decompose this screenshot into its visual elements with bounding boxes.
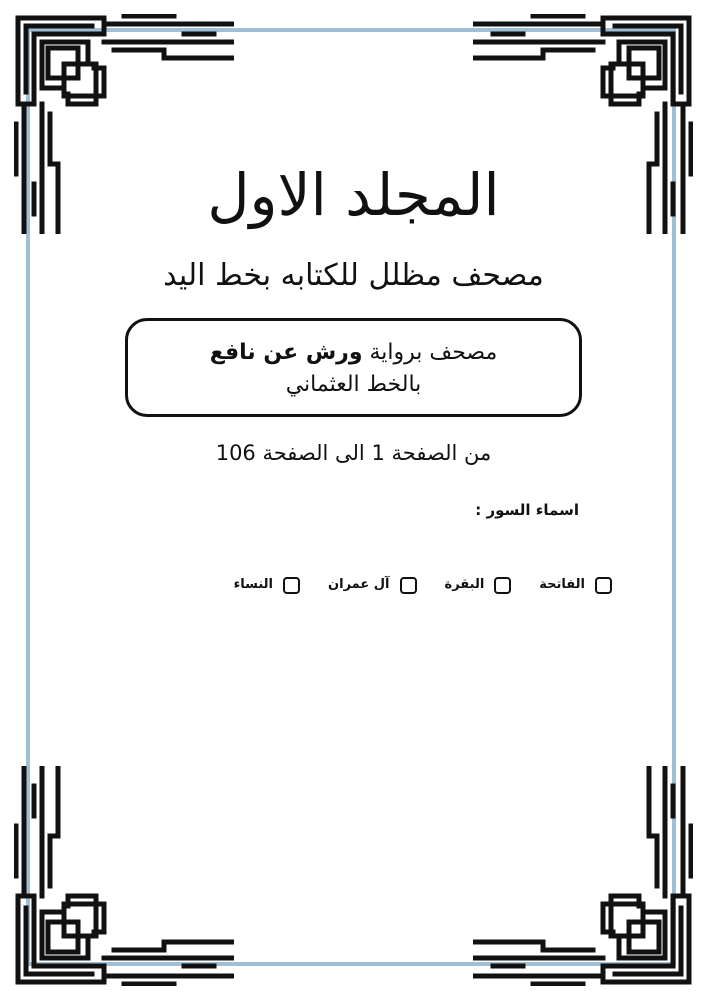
- volume-title: المجلد الاول: [207, 161, 500, 229]
- surah-label: النساء: [233, 577, 274, 592]
- script-style-line: بالخط العثماني: [285, 372, 422, 397]
- subtitle: مصحف مظلل للكتابه بخط اليد: [163, 258, 544, 293]
- narration-line-1: [128, 337, 579, 369]
- surah-label: الفاتحة: [539, 577, 585, 592]
- surah-item-baqara[interactable]: [445, 574, 512, 596]
- narration-info-box: [125, 318, 582, 417]
- checkbox-icon[interactable]: [283, 577, 300, 594]
- checkbox-icon[interactable]: [494, 577, 511, 594]
- page-range: من الصفحة 1 الى الصفحة 106: [215, 441, 492, 465]
- narration-prefix: مصحف برواية: [362, 340, 498, 365]
- surah-item-fatiha[interactable]: [539, 574, 612, 596]
- surah-item-nisa[interactable]: [234, 574, 300, 596]
- narration-name: ورش عن نافع: [209, 340, 363, 365]
- surah-names-heading: اسماء السور :: [475, 501, 579, 519]
- surah-checklist: [234, 574, 612, 596]
- corner-ornament-bottom-left-icon: [14, 766, 234, 986]
- corner-ornament-bottom-right-icon: [473, 766, 693, 986]
- surah-label: البقرة: [444, 577, 485, 592]
- surah-label: آل عمران: [328, 577, 390, 592]
- surah-item-al-imran[interactable]: [328, 574, 417, 596]
- checkbox-icon[interactable]: [400, 577, 417, 594]
- checkbox-icon[interactable]: [595, 577, 612, 594]
